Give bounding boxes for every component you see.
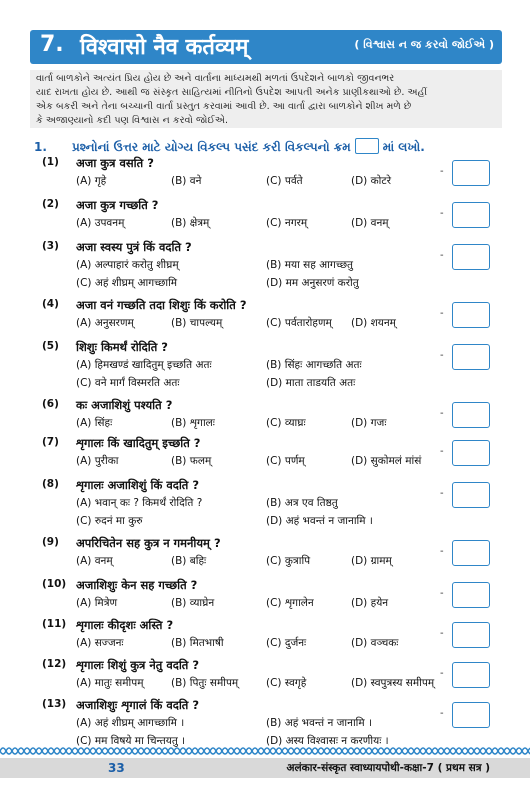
option: (A) भवान् कः ? किमर्थं रोदिति ?: [76, 497, 203, 509]
option: (D) मम अनुसरणं करोतु: [266, 277, 359, 289]
answer-dash: -: [440, 408, 444, 419]
option: (C) दुर्जनः: [266, 637, 307, 649]
answer-dash: -: [440, 668, 444, 679]
lesson-subtitle: ( વિશ્વાસ ન જ કરવો જોઈએ ): [354, 38, 494, 51]
question-number: (13): [42, 698, 67, 710]
question-text: अजा कुत्र गच्छति ?: [76, 198, 159, 212]
option: (B) शृगालः: [171, 417, 215, 429]
option: (D) अहं भवन्तं न जानामि ।: [266, 515, 373, 527]
option: (C) वने मार्गं विस्मरति अतः: [76, 377, 180, 389]
question-number: (6): [42, 398, 59, 410]
answer-box[interactable]: [452, 540, 490, 566]
answer-dash: -: [440, 208, 444, 219]
answer-box[interactable]: [452, 402, 490, 428]
options-row: [76, 716, 466, 734]
options-row: [76, 258, 466, 276]
question-number: (7): [42, 436, 59, 448]
option: (B) अहं भवन्तं न जानामि ।: [266, 717, 372, 729]
question-number: (3): [42, 240, 59, 252]
option: (D) ग्रामम्: [351, 555, 392, 567]
options-row: [76, 376, 466, 394]
question-text: अजा वनं गच्छति तदा शिशुः किं करोति ?: [76, 298, 247, 312]
option: (C) व्याघ्रः: [266, 417, 306, 429]
options-row: [76, 316, 466, 334]
question-text: शृगालः अजाशिशुं किं वदति ?: [76, 478, 200, 492]
wave-divider: [0, 744, 530, 758]
intro-line: વાર્તા બાળકોને અત્યંત પ્રિય હોય છે અને વાર્તાના માધ્યમથી મળતાં ઉપદેશને બાળકો જીવનભર: [36, 73, 395, 84]
instruction-text-end: માં લખો.: [382, 140, 425, 154]
option: (A) हिमखण्डं खादितुम् इच्छति अतः: [76, 359, 212, 371]
question-text: अपरिचितेन सह कुत्र न गमनीयम् ?: [76, 536, 221, 550]
options-row: [76, 676, 466, 694]
option: (D) अस्य विश्वासः न करणीयः ।: [266, 735, 389, 747]
option: (A) सिंहः: [76, 417, 113, 429]
option: (D) कोटरे: [351, 175, 391, 187]
intro-line: એક બકરી અને તેના બચ્ચાની વાર્તા પ્રસ્તુત કરવામાં આવી છે. આ વાર્તા દ્વારા બાળકોને શીખ મળે છે: [36, 101, 412, 112]
answer-blank-sample: [355, 138, 379, 154]
lesson-number: 7.: [40, 32, 64, 57]
option: (B) वने: [171, 175, 202, 187]
options-row: [76, 358, 466, 376]
intro-line: કે અજાણ્યાનો કદી પણ વિશ્વાસ ન કરવો જોઈએ.: [36, 115, 229, 126]
option: (C) पर्वतारोहणम्: [266, 317, 332, 329]
answer-box[interactable]: [452, 662, 490, 688]
answer-dash: -: [440, 350, 444, 361]
lesson-header: [30, 30, 502, 64]
option: (C) शृगालेन: [266, 597, 314, 609]
option: (D) शयनम्: [351, 317, 396, 329]
options-row: [76, 636, 466, 654]
answer-dash: -: [440, 250, 444, 261]
question-number: (12): [42, 658, 67, 670]
option: (B) पितुः समीपम्: [171, 677, 239, 689]
option: (C) पर्णम्: [266, 455, 305, 467]
question-number: (1): [42, 156, 59, 168]
option: (B) सिंहः आगच्छति अतः: [266, 359, 362, 371]
instruction-text: પ્રશ્નોનાં ઉત્તર માટે યોગ્ય વિકલ્પ પસંદ કરી વિકલ્પનો ક્રમ: [72, 140, 351, 154]
answer-box[interactable]: [452, 244, 490, 270]
option: (D) हयेन: [351, 597, 389, 609]
intro-paragraph: [30, 70, 502, 128]
option: (C) स्वगृहे: [266, 677, 307, 689]
exercise-number: 1.: [34, 140, 47, 154]
answer-box[interactable]: [452, 302, 490, 328]
answer-box[interactable]: [452, 202, 490, 228]
question-text: कः अजाशिशुं पश्यति ?: [76, 398, 173, 412]
options-row: [76, 596, 466, 614]
option: (A) उपवनम्: [76, 217, 125, 229]
lesson-title: विश्वासो नैव कर्तव्यम्: [80, 35, 249, 60]
option: (C) पर्वते: [266, 175, 303, 187]
option: (A) अहं शीघ्रम् आगच्छामि ।: [76, 717, 185, 729]
answer-box[interactable]: [452, 344, 490, 370]
option: (A) अनुसरणम्: [76, 317, 134, 329]
option: (B) फलम्: [171, 455, 212, 467]
option: (D) गजः: [351, 417, 387, 429]
options-row: [76, 276, 466, 294]
answer-box[interactable]: [452, 482, 490, 508]
option: (B) बहिः: [171, 555, 207, 567]
option: (B) मितभाषी: [171, 637, 224, 649]
answer-dash: -: [440, 628, 444, 639]
question-text: शृगालः किं खादितुम् इच्छति ?: [76, 436, 201, 450]
option: (A) मित्रेण: [76, 597, 118, 609]
option: (B) चापल्यम्: [171, 317, 223, 329]
option: (A) वनम्: [76, 555, 113, 567]
answer-box[interactable]: [452, 440, 490, 466]
option: (C) कुत्रापि: [266, 555, 311, 567]
question-number: (8): [42, 478, 59, 490]
answer-dash: -: [440, 708, 444, 719]
question-number: (9): [42, 536, 59, 548]
option: (D) स्वपुत्रस्य समीपम्: [351, 677, 435, 689]
option: (C) अहं शीघ्रम् आगच्छामि: [76, 277, 178, 289]
option: (D) सुकोमलं मांसं: [351, 455, 422, 467]
option: (B) मया सह आगच्छतु: [266, 259, 354, 271]
answer-box[interactable]: [452, 622, 490, 648]
answer-dash: -: [440, 308, 444, 319]
option: (D) वनम्: [351, 217, 389, 229]
page-number: 33: [108, 761, 125, 775]
answer-box[interactable]: [452, 702, 490, 728]
option: (C) मम विषये मा चिन्तयतु ।: [76, 735, 186, 747]
options-row: [76, 454, 466, 472]
option: (A) मातुः समीपम्: [76, 677, 144, 689]
answer-dash: -: [440, 488, 444, 499]
answer-dash: -: [440, 166, 444, 177]
answer-box[interactable]: [452, 160, 490, 186]
question-number: (5): [42, 340, 59, 352]
options-row: [76, 416, 466, 434]
answer-dash: -: [440, 446, 444, 457]
question-text: अजा स्वस्य पुत्रं किं वदति ?: [76, 240, 192, 254]
options-row: [76, 216, 466, 234]
option: (C) नगरम्: [266, 217, 308, 229]
option: (B) अत्र एव तिष्ठतु: [266, 497, 338, 509]
question-text: शिशुः किमर्थं रोदिति ?: [76, 340, 168, 354]
options-row: [76, 496, 466, 514]
option: (A) अल्पाहारं करोतु शीघ्रम्: [76, 259, 179, 271]
options-row: [76, 514, 466, 532]
question-text: शृगालः शिशुं कुत्र नेतु वदति ?: [76, 658, 200, 672]
option: (B) क्षेत्रम्: [171, 217, 210, 229]
option: (C) रुदनं मा कुरु: [76, 515, 143, 527]
option: (A) गृहे: [76, 175, 107, 187]
answer-box[interactable]: [452, 582, 490, 608]
answer-dash: -: [440, 546, 444, 557]
question-number: (11): [42, 618, 67, 630]
options-row: [76, 174, 466, 192]
exercise-instruction: [34, 138, 425, 155]
option: (A) सज्जनः: [76, 637, 124, 649]
question-text: अजाशिशुः केन सह गच्छति ?: [76, 578, 198, 592]
options-row: [76, 554, 466, 572]
option: (D) वञ्चकः: [351, 637, 399, 649]
question-text: अजा कुत्र वसति ?: [76, 156, 154, 170]
option: (A) पुरीका: [76, 455, 119, 467]
question-text: शृगालः कीदृशः अस्ति ?: [76, 618, 174, 632]
question-number: (10): [42, 578, 67, 590]
question-text: अजाशिशुः शृगालं किं वदति ?: [76, 698, 200, 712]
question-number: (4): [42, 298, 59, 310]
option: (D) माता ताडयति अतः: [266, 377, 356, 389]
option: (B) व्याघ्रेन: [171, 597, 215, 609]
book-title: अलंकार-संस्कृत स्वाध्यायपोथी-कक्षा-7 ( प्रथम सत्र ): [286, 762, 490, 774]
answer-dash: -: [440, 588, 444, 599]
intro-line: યાદ રાખતા હોય છે. આથી જ સંસ્કૃત સાહિત્યમાં નીતિનો ઉપદેશ આપતી અનેક પ્રાણીકથાઓ છે. અહીં: [36, 87, 428, 98]
question-number: (2): [42, 198, 59, 210]
